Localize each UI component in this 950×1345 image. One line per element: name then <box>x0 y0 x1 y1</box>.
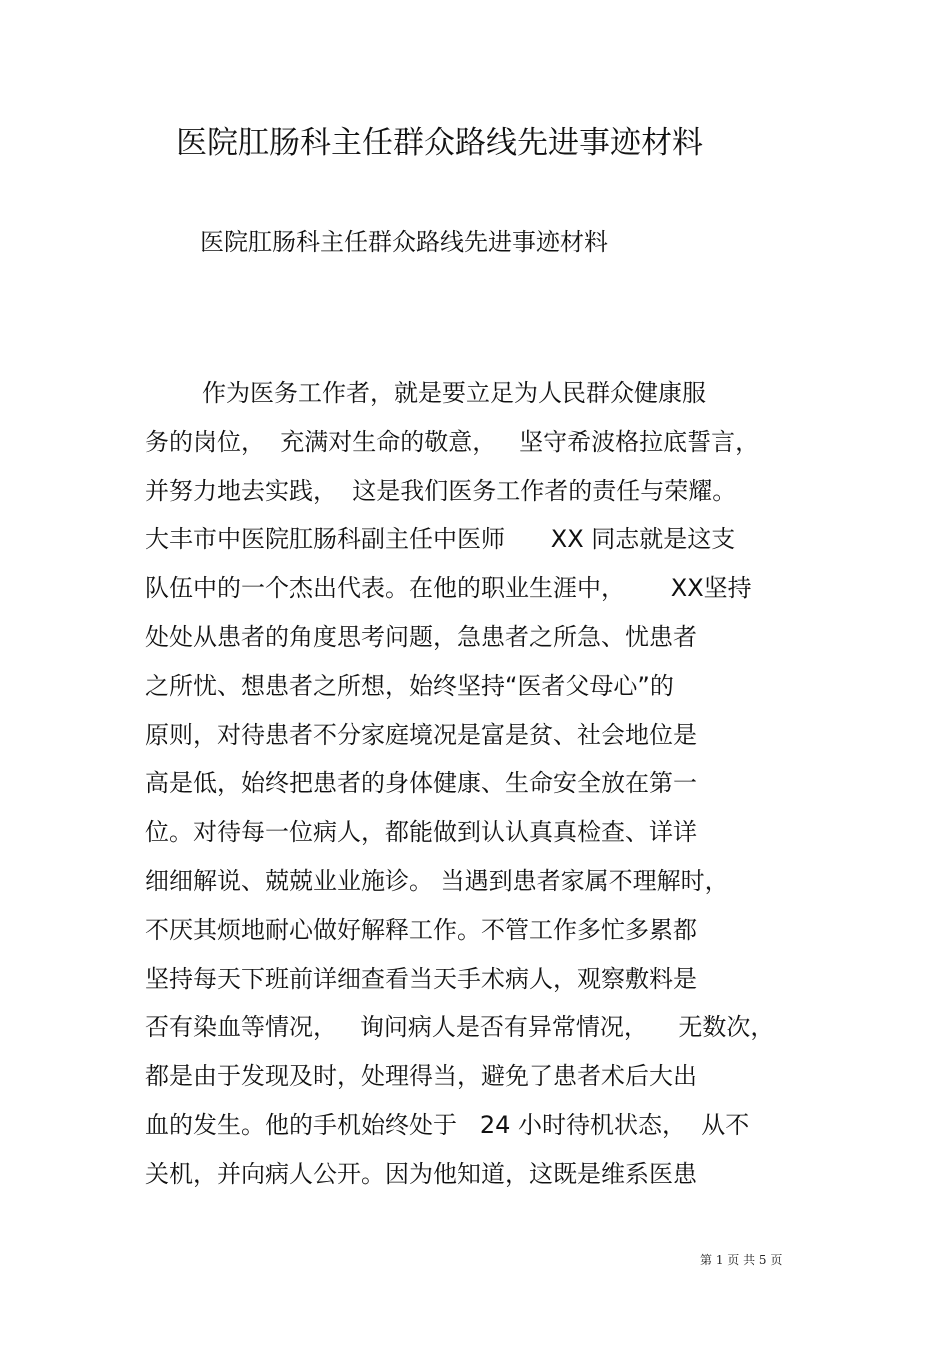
body-line: 不厌其烦地耐心做好解释工作。不管工作多忙多累都 <box>145 915 697 944</box>
body-line: 位。对待每一位病人，都能做到认认真真检查、详详 <box>145 818 697 847</box>
body-line: 关机，并向病人公开。因为他知道，这既是维系医患 <box>145 1159 697 1188</box>
body-line: 处处从患者的角度思考问题，急患者之所急、忧患者 <box>145 622 697 651</box>
body-line: 务的岗位， 充满对生命的敬意， 坚守希波格拉底誓言， <box>145 427 760 456</box>
body-line: 细细解说、兢兢业业施诊。 当遇到患者家属不理解时， <box>145 866 729 895</box>
document-title: 医院肛肠科主任群众路线先进事迹材料 <box>176 125 703 161</box>
body-line: 大丰市中医院肛肠科副主任中医师 XX 同志就是这支 <box>145 525 736 554</box>
body-line: 之所忧、想患者之所想，始终坚持“医者父母心”的 <box>145 671 674 700</box>
body-line: 高是低，始终把患者的身体健康、生命安全放在第一 <box>145 769 697 798</box>
body-line: 否有染血等情况， 询问病人是否有异常情况， 无数次， <box>145 1013 775 1042</box>
body-line: 原则，对待患者不分家庭境况是富是贫、社会地位是 <box>145 720 697 749</box>
body-line: 作为医务工作者，就是要立足为人民群众健康服 <box>202 379 706 407</box>
body-line: 都是由于发现及时，处理得当，避免了患者术后大出 <box>145 1062 697 1091</box>
body-line: 坚持每天下班前详细查看当天手术病人，观察敷料是 <box>145 964 697 993</box>
body-line: 并努力地去实践， 这是我们医务工作者的责任与荣耀。 <box>145 476 737 505</box>
body-line: 队伍中的一个杰出代表。在他的职业生涯中， XX坚持 <box>145 574 752 603</box>
page-number-footer: 第 1 页 共 5 页 <box>700 1253 783 1267</box>
body-paragraph <box>145 369 825 1199</box>
document-subtitle: 医院肛肠科主任群众路线先进事迹材料 <box>200 228 608 256</box>
body-line: 血的发生。他的手机始终处于 24 小时待机状态， 从不 <box>145 1110 750 1139</box>
